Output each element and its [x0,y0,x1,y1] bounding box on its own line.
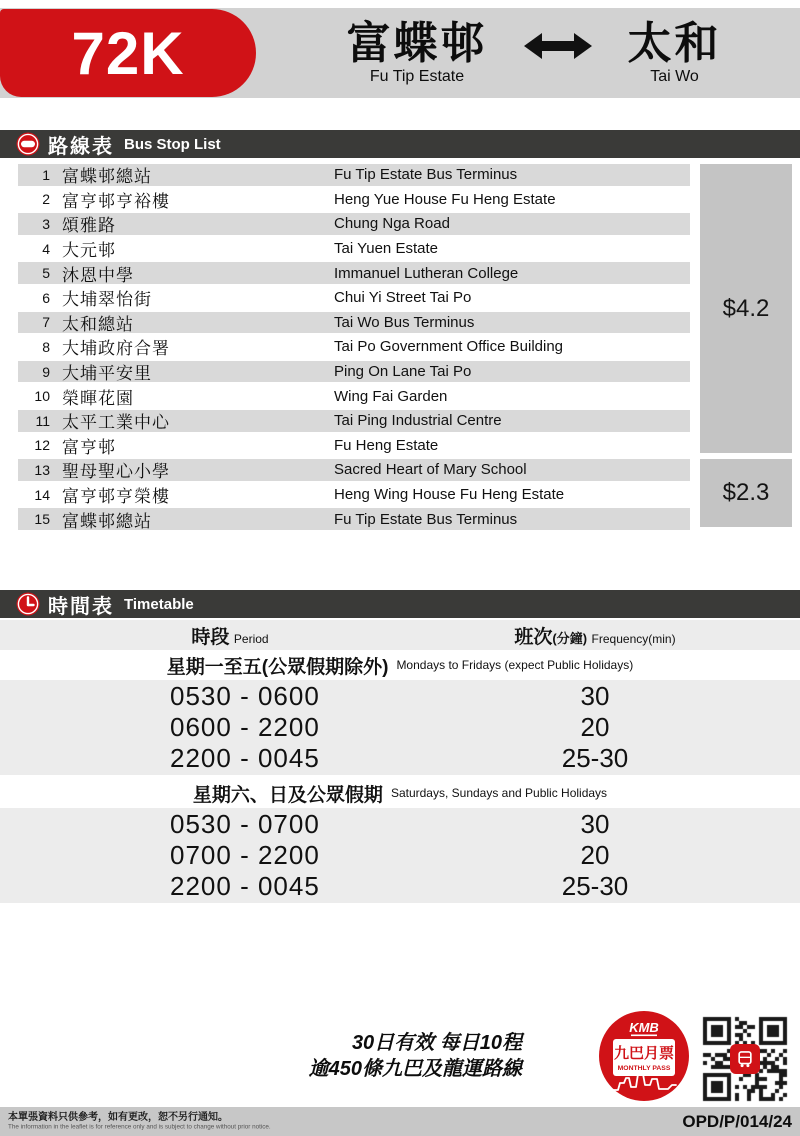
bus-stop-row [18,484,690,506]
bus-stop-row [18,312,690,334]
qr-center-bus-icon [730,1044,760,1074]
timetable-rows-block [0,680,800,775]
stop-name-en: Heng Yue House Fu Heng Estate [334,190,556,208]
frequency-value: 30 [580,681,610,711]
bus-stop-icon [16,132,40,156]
timetable-header [0,590,800,618]
stop-number: 9 [42,363,50,380]
timetable-row [10,871,790,902]
timetable-title-zh: 時間表 [48,595,114,618]
time-period: 0530 - 0600 [170,681,320,711]
stop-number: 11 [35,412,50,429]
bus-stop-row [18,508,690,530]
stop-number: 10 [34,388,50,405]
bus-stop-row [18,410,690,432]
time-period: 0530 - 0700 [170,809,320,839]
frequency-value: 25-30 [561,743,629,773]
stop-name-en: Immanuel Lutheran College [334,264,519,282]
stop-name-zh: 富亨邨 [62,437,116,457]
time-period: 2200 - 0045 [170,743,320,773]
stop-name-en: Wing Fai Garden [334,387,448,405]
timetable-row [10,840,790,871]
stop-name-zh: 太平工業中心 [62,413,170,433]
footer-disclaimer [8,1111,300,1133]
timetable-section [0,650,800,775]
timetable-section [0,778,800,903]
bus-stop-row [18,459,690,481]
stop-name-zh: 富亨邨亨裕樓 [62,191,170,211]
destination-terminus [628,20,722,86]
bus-stop-row [18,262,690,284]
time-period: 0600 - 2200 [170,712,320,742]
frequency-value: 25-30 [561,871,629,901]
stop-name-zh: 大埔政府合署 [62,339,170,359]
freq-header-en: Frequency(min) [591,631,676,646]
time-period: 2200 - 0045 [170,871,320,901]
stop-name-zh: 大元邨 [62,241,116,261]
document-number: OPD/P/014/24 [682,1111,792,1131]
stop-number: 7 [42,314,50,331]
promo-line-1: 30日有效 每日10程 [351,1032,522,1054]
stop-name-zh: 大埔平安里 [62,364,152,384]
bus-stop-row [18,164,690,186]
bus-stop-row [18,238,690,260]
route-number: 72K [71,19,185,87]
day-type-zh: 星期一至五(公眾假期除外) [166,656,389,678]
stop-name-zh: 頌雅路 [62,216,116,236]
origin-name-en: Fu Tip Estate [369,68,465,85]
badge-title-en: MONTHLY PASS [617,1065,671,1072]
stop-number: 12 [34,437,50,454]
bus-stop-rows [18,164,690,533]
badge-brand-text: KMB [629,1020,659,1035]
bus-stop-list-title-en: Bus Stop List [124,135,221,153]
stop-name-en: Tai Po Government Office Building [334,338,564,356]
stop-name-en: Heng Wing House Fu Heng Estate [334,486,565,504]
stop-name-en: Sacred Heart of Mary School [334,461,527,479]
origin-name-zh: 富蝶邨 [346,19,488,68]
bus-stop-list-title-zh: 路線表 [48,135,114,158]
timetable-body [0,650,800,906]
stop-number: 5 [42,265,50,282]
stop-number: 8 [42,338,50,355]
destination-name-en: Tai Wo [650,68,699,85]
frequency-value: 20 [580,712,610,742]
timetable-rows-block [0,808,800,903]
stop-name-en: Ping On Lane Tai Po [334,363,472,381]
stop-number: 3 [42,215,50,232]
day-type-en: Mondays to Fridays (expect Public Holidays) [396,658,634,672]
bus-stop-row [18,213,690,235]
disclaimer-en: The information in the leaflet is for reference only and is subject to change without prior notice. [8,1123,271,1130]
stop-name-zh: 榮暉花園 [62,388,134,408]
bus-stop-list-header [0,130,800,158]
stop-name-zh: 聖母聖心小學 [62,462,170,482]
stop-number: 4 [42,240,50,257]
qr-code [702,1016,788,1102]
stop-number: 1 [42,166,50,183]
timetable-row [10,743,790,774]
freq-header-zh: 班次 [514,626,553,648]
period-header-en: Period [233,631,269,646]
stop-name-en: Fu Tip Estate Bus Terminus [334,166,518,184]
timetable-title-en: Timetable [124,595,194,613]
day-type-label [0,778,800,808]
disclaimer-zh: 本單張資料只供參考，如有更改，恕不另行通知。 [8,1111,228,1123]
day-type-en: Saturdays, Sundays and Public Holidays [390,786,608,800]
period-header-zh: 時段 [191,626,230,648]
monthly-pass-promo-text [309,1030,522,1082]
timetable-row [10,681,790,712]
stop-name-en: Fu Heng Estate [334,436,439,454]
stop-name-en: Tai Wo Bus Terminus [334,313,475,331]
timetable-column-headers [0,620,800,650]
freq-header-paren: (分鐘) [552,630,588,646]
stop-name-en: Tai Yuen Estate [334,240,438,258]
stop-name-zh: 大埔翠怡街 [62,290,152,310]
day-type-label [0,650,800,680]
fare-amount-full: $4.2 [700,164,792,453]
period-column-header [10,622,410,649]
kmb-monthly-pass-badge [598,1010,690,1102]
frequency-value: 20 [580,840,610,870]
timetable-row [10,809,790,840]
bus-stop-row [18,435,690,457]
bus-stop-row [18,336,690,358]
stop-number: 15 [34,511,50,528]
fare-column [700,164,792,527]
stop-name-zh: 富蝶邨總站 [62,167,152,187]
stop-number: 13 [34,461,50,478]
bus-stop-row [18,287,690,309]
route-destinations [268,8,800,98]
bidirectional-arrow-icon [522,29,594,63]
origin-terminus [347,20,488,86]
timetable-row [10,712,790,743]
badge-title-zh: 九巴月票 [613,1044,675,1062]
frequency-value: 30 [580,809,610,839]
stop-name-en: Tai Ping Industrial Centre [334,412,502,430]
stop-number: 6 [42,289,50,306]
frequency-column-header [410,622,780,649]
day-type-zh: 星期六、日及公眾假期 [192,784,383,806]
stop-name-zh: 富蝶邨總站 [62,511,152,531]
stop-number: 2 [42,191,50,208]
bus-stop-row [18,385,690,407]
stop-name-en: Chung Nga Road [334,215,450,233]
stop-number: 14 [34,486,50,503]
stop-name-en: Fu Tip Estate Bus Terminus [334,510,518,528]
stop-name-zh: 太和總站 [62,314,134,334]
clock-icon [16,592,40,616]
bus-stop-row [18,361,690,383]
footer-bar [0,1107,800,1136]
fare-amount-sectional: $2.3 [700,459,792,527]
promo-line-2: 逾450條九巴及龍運路線 [308,1058,522,1080]
destination-name-zh: 太和 [627,19,722,68]
time-period: 0700 - 2200 [170,840,320,870]
stop-name-zh: 沐恩中學 [62,265,134,285]
bus-stop-row [18,189,690,211]
stop-name-en: Chui Yi Street Tai Po [334,289,472,307]
stop-name-zh: 富亨邨亨榮樓 [62,487,170,507]
route-number-badge [0,9,256,97]
